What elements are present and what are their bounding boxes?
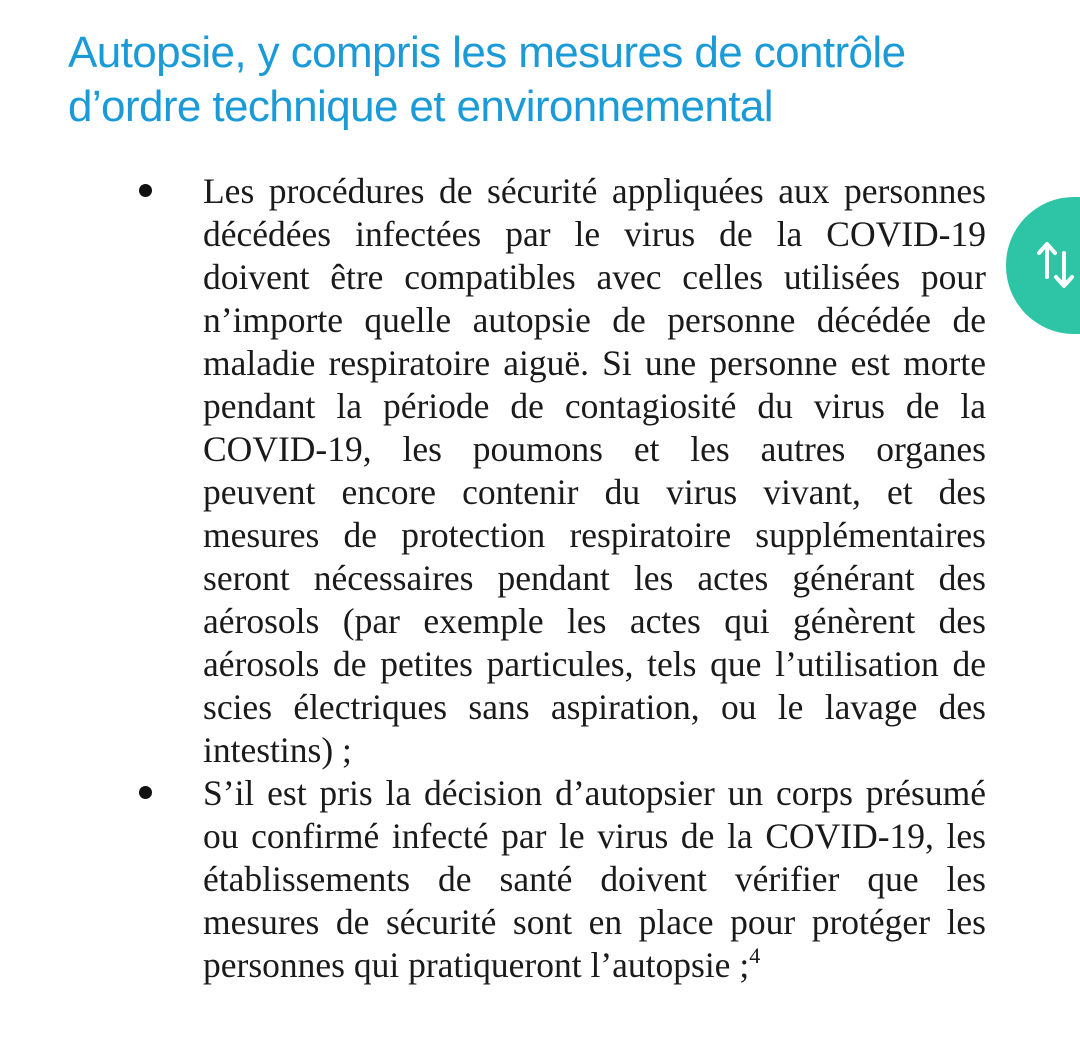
text-line: Les procédures de sécurité appliquées aux personnes [203, 171, 986, 211]
heading-line-2: d’ordre technique et environnemental [68, 82, 773, 131]
text-line: peuvent encore contenir du virus vivant, et des [203, 472, 986, 512]
text-line: ou confirmé infecté par le virus de la COVID-19, les [203, 816, 986, 856]
text-line: S’il est pris la décision d’autopsier un corps présumé [203, 773, 986, 813]
text-line: seront nécessaires pendant les actes générant des [203, 558, 986, 598]
text-line: intestins) ; [203, 730, 352, 770]
text-line: décédées infectées par le virus de la COVID-19 [203, 214, 986, 254]
text-line: pendant la période de contagiosité du virus de la [203, 386, 986, 426]
text-line: personnes qui pratiqueront l’autopsie ; [203, 945, 750, 985]
list-item [0, 170, 986, 772]
text-line: établissements de santé doivent vérifier que les [203, 859, 986, 899]
bullet-list [0, 170, 1080, 987]
heading-line-1: Autopsie, y compris les mesures de contrôle [68, 28, 906, 77]
bullet-point-icon [139, 184, 152, 197]
bullet-paragraph [203, 772, 986, 987]
text-line: COVID-19, les poumons et les autres organes [203, 429, 986, 469]
text-line: mesures de protection respiratoire supplémentaires [203, 515, 986, 555]
text-line: maladie respiratoire aiguë. Si une personne est morte [203, 343, 986, 383]
text-line: mesures de sécurité sont en place pour protéger les [203, 902, 986, 942]
bullet-point-icon [139, 786, 152, 799]
section-heading [68, 26, 988, 134]
text-line: aérosols de petites particules, tels que l’utilisation de [203, 644, 986, 684]
bullet-paragraph [203, 170, 986, 772]
list-item [0, 772, 986, 987]
footnote-reference[interactable]: 4 [749, 943, 761, 968]
text-line: scies électriques sans aspiration, ou le lavage des [203, 687, 986, 727]
swap-vertical-arrows-icon [1036, 239, 1076, 291]
text-line-with-footnote [203, 944, 986, 987]
text-line: n’importe quelle autopsie de personne décédée de [203, 300, 986, 340]
text-line: aérosols (par exemple les actes qui génèrent des [203, 601, 986, 641]
text-line: doivent être compatibles avec celles utilisées pour [203, 257, 986, 297]
